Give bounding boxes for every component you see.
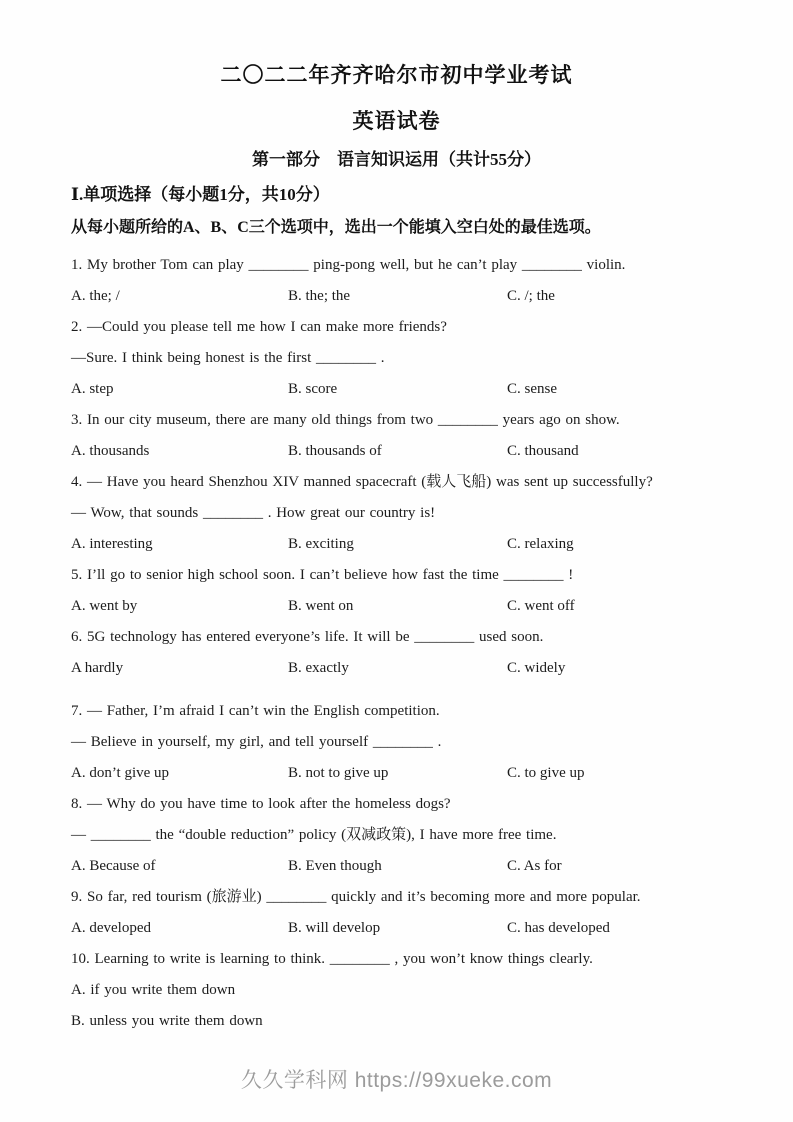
option-B: B. unless you write them down <box>71 1013 263 1029</box>
option-C: C. sense <box>507 381 557 397</box>
option-B: B. exciting <box>288 536 354 552</box>
options-row <box>71 591 743 622</box>
option-A: A. don’t give up <box>71 765 170 781</box>
question-7 <box>71 696 743 789</box>
questions-list <box>71 250 743 1037</box>
question-text: 6. 5G technology has entered everyone’s life. It will be ________ used soon. <box>71 629 544 645</box>
option-C: C. has developed <box>507 920 610 936</box>
question-6 <box>71 622 743 684</box>
question-text: — ________ the “double reduction” policy (双减政策), I have more free time. <box>71 827 557 843</box>
option-C: C. /; the <box>507 288 555 304</box>
question-8 <box>71 789 743 882</box>
question-text: 4. — Have you heard Shenzhou XIV manned spacecraft (载人飞船) was sent up successfully? <box>71 474 653 490</box>
option-B: B. score <box>288 381 338 397</box>
option-A: A. thousands <box>71 443 150 459</box>
question-text: 2. —Could you please tell me how I can make more friends? <box>71 319 447 335</box>
page-content <box>71 182 743 1037</box>
options-row <box>71 529 743 560</box>
question-text: 5. I’ll go to senior high school soon. I can’t believe how fast the time ________ ! <box>71 567 574 583</box>
option-A: A. went by <box>71 598 138 614</box>
option-A: A. the; / <box>71 288 120 304</box>
question-text: — Wow, that sounds ________ . How great our country is! <box>71 505 436 521</box>
option-C: C. As for <box>507 858 562 874</box>
options-row <box>71 851 743 882</box>
question-text: 7. — Father, I’m afraid I can’t win the English competition. <box>71 703 440 719</box>
option-C: C. thousand <box>507 443 579 459</box>
question-9 <box>71 882 743 944</box>
watermark: 久久学科网 https://99xueke.com <box>240 1069 553 1092</box>
option-B: B. thousands of <box>288 443 382 459</box>
options-row <box>71 913 743 944</box>
option-B: B. Even though <box>288 858 382 874</box>
options-row <box>71 281 743 312</box>
part-heading: Ⅰ.单项选择（每小题1分，共10分） <box>71 185 330 204</box>
option-A: A. Because of <box>71 858 156 874</box>
question-text: — Believe in yourself, my girl, and tell yourself ________ . <box>71 734 442 750</box>
option-B: B. will develop <box>288 920 381 936</box>
option-C: C. relaxing <box>507 536 574 552</box>
question-text: 1. My brother Tom can play ________ ping-pong well, but he can’t play ________ violin. <box>71 257 626 273</box>
question-text: 3. In our city museum, there are many old things from two ________ years ago on show. <box>71 412 620 428</box>
question-1 <box>71 250 743 312</box>
option-B: B. went on <box>288 598 354 614</box>
options-row <box>71 436 743 467</box>
question-5 <box>71 560 743 622</box>
exam-title: 二〇二二年齐齐哈尔市初中学业考试 <box>220 63 573 87</box>
question-text: —Sure. I think being honest is the first ________ . <box>71 350 385 366</box>
option-A: A. developed <box>71 920 151 936</box>
question-3 <box>71 405 743 467</box>
option-B: B. the; the <box>288 288 351 304</box>
option-A: A. interesting <box>71 536 153 552</box>
instructions: 从每小题所给的A、B、C三个选项中，选出一个能填入空白处的最佳选项。 <box>71 219 601 236</box>
option-B: B. exactly <box>288 660 349 676</box>
question-text: 8. — Why do you have time to look after the homeless dogs? <box>71 796 451 812</box>
option-A: A. step <box>71 381 114 397</box>
options-row <box>71 653 743 684</box>
question-10 <box>71 944 743 1037</box>
option-B: B. not to give up <box>288 765 389 781</box>
question-text: 10. Learning to write is learning to think. ________ , you won’t know things clearly. <box>71 951 593 967</box>
options-row <box>71 374 743 405</box>
option-A: A. if you write them down <box>71 982 236 998</box>
question-text: 9. So far, red tourism (旅游业) ________ quickly and it’s becoming more and more popular. <box>71 889 641 905</box>
section-heading: 第一部分 语言知识运用（共计55分） <box>252 150 541 169</box>
option-C: C. to give up <box>507 765 585 781</box>
option-C: C. went off <box>507 598 575 614</box>
question-4 <box>71 467 743 560</box>
question-2 <box>71 312 743 405</box>
option-A: A hardly <box>71 660 124 676</box>
option-C: C. widely <box>507 660 566 676</box>
options-row <box>71 758 743 789</box>
paper-title: 英语试卷 <box>352 109 441 133</box>
